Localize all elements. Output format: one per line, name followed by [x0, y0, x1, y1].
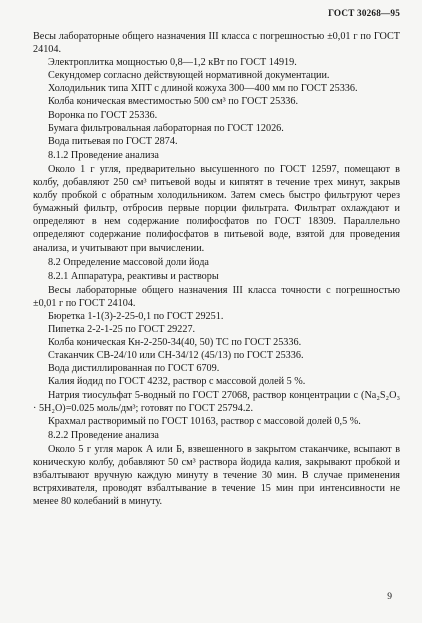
document-body — [33, 30, 400, 508]
paragraph: Бумага фильтровальная лабораторная по ГОСТ 12026. — [48, 122, 284, 134]
section-heading: 8.2.1 Аппаратура, реактивы и растворы — [48, 270, 219, 282]
section-heading: 8.2.2 Проведение анализа — [48, 429, 159, 441]
paragraph: Электроплитка мощностью 0,8—1,2 кВт по ГОСТ 14919. — [48, 57, 297, 69]
paragraph: Стаканчик СВ-24/10 или СН-34/12 (45/13) по ГОСТ 25336. — [48, 350, 304, 362]
section-heading: 8.1.2 Проведение анализа — [48, 149, 159, 161]
paragraph: Колба коническая вместимостью 500 см³ по ГОСТ 25336. — [48, 96, 299, 108]
paragraph: Вода питьевая по ГОСТ 2874. — [48, 135, 178, 147]
paragraph: Вода дистиллированная по ГОСТ 6709. — [48, 363, 220, 375]
paragraph: Весы лабораторные общего назначения III класса с погрешностью ±0,01 г по ГОСТ 24104. — [33, 31, 400, 56]
page-number: 9 — [387, 592, 392, 602]
paragraph: Весы лабораторные общего назначения III класса точности с погрешностью ±0,01 г по ГОСТ 24104. — [33, 284, 400, 309]
section-heading: 8.2 Определение массовой доли йода — [48, 256, 209, 268]
paragraph: Бюретка 1-1(3)-2-25-0,1 по ГОСТ 29251. — [48, 310, 224, 322]
paragraph: Холодильник типа ХПТ с длиной кожуха 300—400 мм по ГОСТ 25336. — [48, 83, 358, 95]
paragraph: Около 1 г угля, предварительно высушенного по ГОСТ 12597, помещают в колбу, добавляют 250 см³ питьевой воды и кипятят в течение трех минут, закрыв колбу пробкой с обратным холодильником. Затем смесь быстро фильтруют через бумажный фильтр, отбросив первые порции фильтрата. Фильтрат охлаждают и определяют в нем содержание полифосфатов по ГОСТ 18309. Параллельно определяют содержание полифосфатов в питьевой воде, взятой для проведения анализа, и учитывают при вычислении. — [33, 163, 400, 254]
paragraph: Воронка по ГОСТ 25336. — [48, 109, 158, 121]
paragraph: Крахмал растворимый по ГОСТ 10163, раствор с массовой долей 0,5 %. — [48, 415, 361, 427]
paragraph: Натрия тиосульфат 5-водный по ГОСТ 27068, раствор концентрации с (Na₂S₂O₃ · 5H₂O)=0.025 моль/дм³; готовят по ГОСТ 25794.2. — [33, 389, 400, 414]
standard-code-header: ГОСТ 30268—95 — [328, 8, 400, 18]
paragraph: Пипетка 2-2-1-25 по ГОСТ 29227. — [48, 324, 196, 336]
paragraph: Около 5 г угля марок А или Б, взвешенного в закрытом стаканчике, всыпают в коническую колбу, добавляют 50 см³ раствора йодида калия, закрывают пробкой и взбалтывают вручную каждую минуту в течение 30 мин. В случае применения встряхивателя, проводят взбалтывание в течение 15 мин при интенсивности не менее 80 колебаний в минуту. — [33, 443, 400, 508]
paragraph: Секундомер согласно действующей нормативной документации. — [48, 70, 330, 82]
paragraph: Колба коническая Кн-2-250-34(40, 50) ТС по ГОСТ 25336. — [48, 337, 302, 349]
paragraph: Калия йодид по ГОСТ 4232, раствор с массовой долей 5 %. — [48, 376, 306, 388]
